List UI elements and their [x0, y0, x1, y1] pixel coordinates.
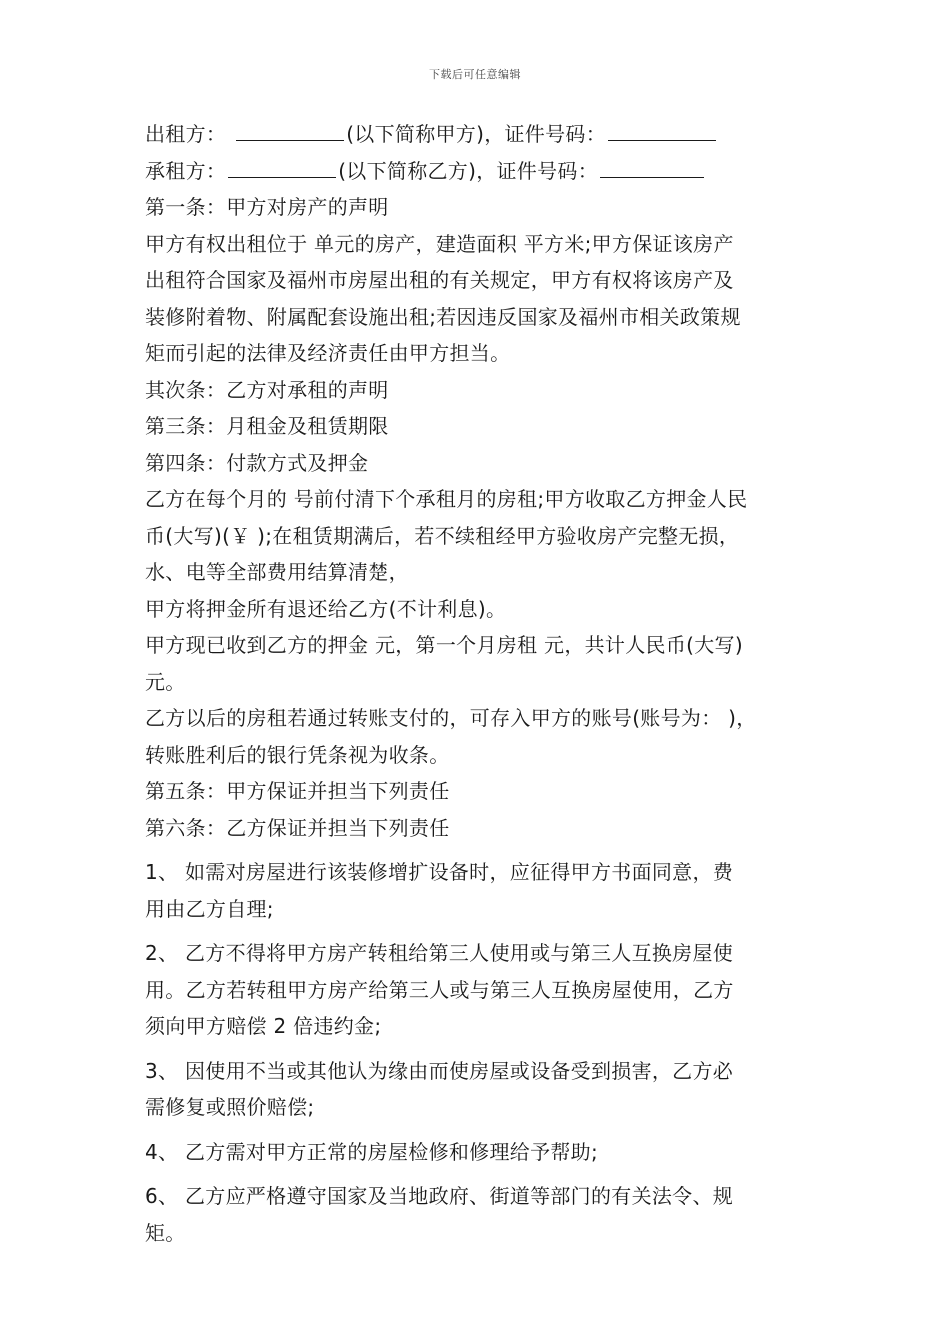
article-4-text: 乙方在每个月的 号前付清下个承租月的房租;甲方收取乙方押金人民: [145, 487, 748, 511]
article-1-text: 甲方有权出租位于 单元的房产，建造面积 平方米;甲方保证该房产: [145, 231, 734, 256]
document-body: [145, 116, 813, 1251]
article-1-heading: 第一条：甲方对房产的声明: [145, 195, 389, 219]
lessor-suffix: (以下简称甲方)，证件号码：: [346, 122, 607, 146]
article-4-text: 水、电等全部费用结算清楚，: [145, 560, 409, 584]
article-4-text: 币(大写)(￥ );在租赁期满后，若不续租经甲方验收房产完整无损，: [145, 523, 740, 548]
clause-4: 4、 乙方需对甲方正常的房屋检修和修理给予帮助;: [145, 1139, 599, 1164]
lessor-label: 出租方：: [145, 122, 227, 146]
article-4-text: 甲方将押金所有退还给乙方(不计利息)。: [145, 596, 507, 621]
clause-2: 2、 乙方不得将甲方房产转租给第三人使用或与第三人互换房屋使: [145, 941, 734, 965]
lessee-id-blank: [600, 159, 704, 178]
clause-3: 需修复或照价赔偿;: [145, 1095, 315, 1119]
lessee-line: [145, 153, 813, 190]
clause-2: 须向甲方赔偿 2 倍违约金;: [145, 1014, 382, 1038]
article-1-text: 矩而引起的法律及经济责任由甲方担当。: [145, 341, 511, 365]
article-4-heading: 第四条：付款方式及押金: [145, 450, 369, 475]
clause-1: 用由乙方自理;: [145, 896, 274, 921]
lessee-suffix: (以下简称乙方)，证件号码：: [338, 158, 599, 183]
article-6-heading: 第六条：乙方保证并担当下列责任: [145, 815, 450, 840]
lessor-name-blank: [236, 122, 344, 141]
page-header: 下载后可任意编辑: [429, 68, 521, 81]
article-1-text: 出租符合国家及福州市房屋出租的有关规定，甲方有权将该房产及: [145, 268, 734, 292]
article-4-text: 乙方以后的房租若通过转账支付的，可存入甲方的账号(账号为： )，: [145, 706, 757, 730]
article-4-text: 转账胜利后的银行凭条视为收条。: [145, 742, 450, 767]
clause-6: 矩。: [145, 1220, 186, 1245]
article-2-heading: 其次条：乙方对承租的声明: [145, 377, 389, 402]
clause-6: 6、 乙方应严格遵守国家及当地政府、街道等部门的有关法令、规: [145, 1184, 734, 1208]
clause-2: 用。乙方若转租甲方房产给第三人或与第三人互换房屋使用，乙方: [145, 977, 734, 1002]
lessor-line: [145, 116, 813, 153]
lessor-id-blank: [608, 122, 716, 141]
lessee-name-blank: [228, 159, 336, 178]
article-3-heading: 第三条：月租金及租赁期限: [145, 414, 389, 438]
article-5-heading: 第五条：甲方保证并担当下列责任: [145, 779, 450, 803]
article-4-text: 元。: [145, 669, 186, 694]
lessee-label: 承租方：: [145, 158, 227, 183]
clause-1: 1、 如需对房屋进行该装修增扩设备时，应征得甲方书面同意，费: [145, 860, 734, 884]
clause-3: 3、 因使用不当或其他认为缘由而使房屋或设备受到损害，乙方必: [145, 1058, 734, 1083]
article-1-text: 装修附着物、附属配套设施出租;若因违反国家及福州市相关政策规: [145, 304, 741, 329]
article-4-text: 甲方现已收到乙方的押金 元，第一个月房租 元，共计人民币(大写): [145, 633, 743, 657]
